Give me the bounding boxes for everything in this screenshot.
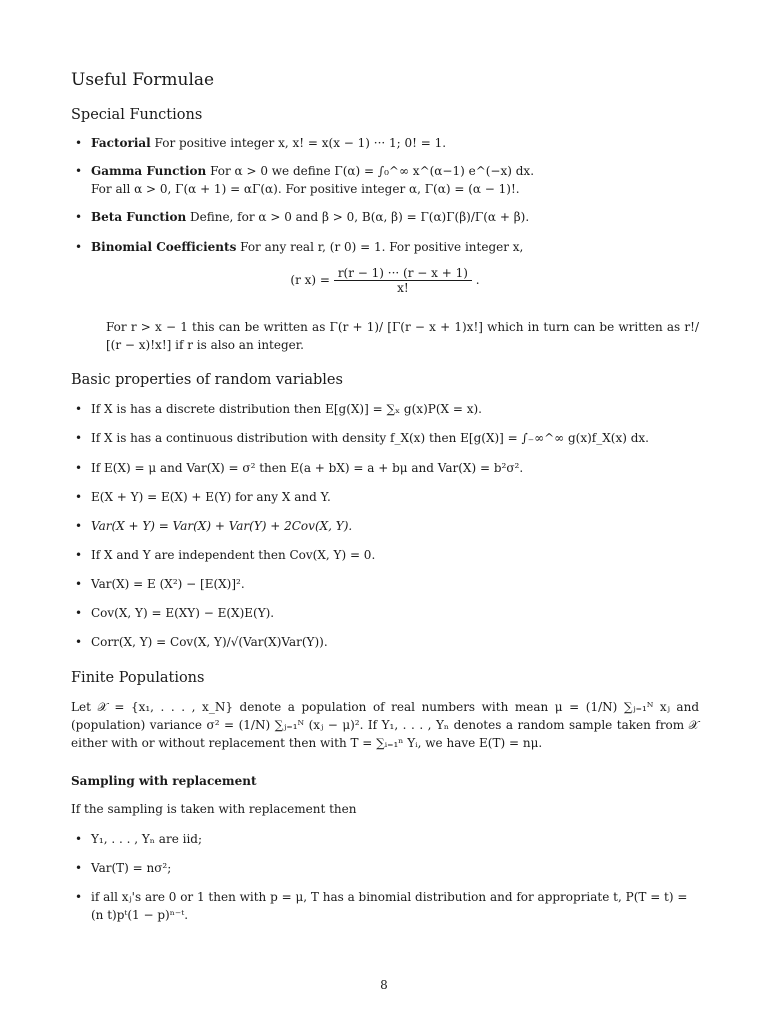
list-item: • Var(X + Y) = Var(X) + Var(Y) + 2Cov(X, Y).	[91, 517, 699, 535]
list-item: • Var(X) = E (X²) − [E(X)]².	[91, 575, 699, 593]
binomial-after-text-content: For r > x − 1 this can be written as Γ(r + 1)/ [Γ(r − x + 1)x!] which in turn can be written as r!/ [(r − x)!x!] if r is also an integer.	[106, 320, 699, 352]
list-item: • If E(X) = μ and Var(X) = σ² then E(a + bX) = a + bμ and Var(X) = b²σ².	[91, 459, 699, 477]
gamma-text: For α > 0 we define Γ(α) = ∫₀^∞ x^(α−1) e^(−x) dx.	[210, 164, 535, 178]
binomial-text: For any real r, (r 0) = 1. For positive integer x,	[240, 240, 524, 254]
binomial-fraction	[334, 266, 472, 295]
beta-label: Beta Function	[91, 210, 187, 224]
factorial-label: Factorial	[91, 136, 151, 150]
list-item-gamma	[91, 162, 699, 198]
list-item-binomial	[91, 238, 699, 256]
list-item: • Cov(X, Y) = E(XY) − E(X)E(Y).	[91, 604, 699, 622]
list-item: • Y₁, . . . , Yₙ are iid;	[91, 830, 699, 848]
list-item: • Corr(X, Y) = Cov(X, Y)/√(Var(X)Var(Y)).	[91, 633, 699, 651]
gamma-label: Gamma Function	[91, 164, 207, 178]
subsection-heading-with-replacement: Sampling with replacement	[71, 774, 257, 788]
binomial-denominator: x!	[397, 281, 409, 295]
binomial-display-equation: (r x) = $\frac{r(r - 1) \cdot\cdot\cdot (r - x + 1)}{x!}$ .	[290, 266, 480, 295]
section-heading-finite: Finite Populations	[71, 670, 205, 686]
with-replacement-intro: If the sampling is taken with replacement then	[71, 802, 357, 816]
binomial-after-text	[106, 318, 699, 354]
list-item: • If X and Y are independent then Cov(X, Y) = 0.	[91, 546, 699, 564]
list-item-factorial	[91, 134, 699, 152]
list-item: • If X is has a continuous distribution with density f_X(x) then E[g(X)] = ∫₋∞^∞ g(x)f_X(x) dx.	[91, 429, 699, 447]
page-number: 8	[380, 978, 388, 992]
section-heading-basic: Basic properties of random variables	[71, 372, 343, 388]
list-item: • If X is has a discrete distribution then E[g(X)] = ∑ₓ g(x)P(X = x).	[91, 400, 699, 418]
section-heading-special: Special Functions	[71, 107, 203, 123]
binomial-lhs: (r x) =	[290, 273, 330, 287]
beta-text: Define, for α > 0 and β > 0, B(α, β) = Γ(α)Γ(β)/Γ(α + β).	[190, 210, 530, 224]
list-item: • Var(T) = nσ²;	[91, 859, 699, 877]
page-title: Useful Formulae	[71, 70, 215, 90]
factorial-text: For positive integer x, x! = x(x − 1) ··· 1; 0! = 1.	[154, 136, 447, 150]
finite-population-paragraph: Let 𝒳 = {x₁, . . . , x_N} denote a population of real numbers with mean μ = (1/N) ∑ⱼ₌₁ᴺ xⱼ and (population) variance σ² = (1/N) ∑ⱼ₌₁ᴺ (xⱼ − μ)². If Y₁, . . . , Yₙ denotes a random sample taken from 𝒳 either with or without replacement then with T = ∑ᵢ₌₁ⁿ Yᵢ, we have E(T) = nμ.	[71, 700, 699, 750]
binomial-numerator: r(r − 1) ··· (r − x + 1)	[334, 266, 472, 281]
gamma-text-line2: For all α > 0, Γ(α + 1) = αΓ(α). For positive integer α, Γ(α) = (α − 1)!.	[91, 182, 520, 196]
list-item: • E(X + Y) = E(X) + E(Y) for any X and Y.	[91, 488, 699, 506]
binomial-label: Binomial Coefficients	[91, 240, 237, 254]
list-item: • if all xⱼ's are 0 or 1 then with p = μ, T has a binomial distribution and for appropriate t, P(T = t) = (n t)pᵗ(1 − p)ⁿ⁻ᵗ.	[91, 888, 699, 924]
list-item-beta	[91, 208, 699, 226]
